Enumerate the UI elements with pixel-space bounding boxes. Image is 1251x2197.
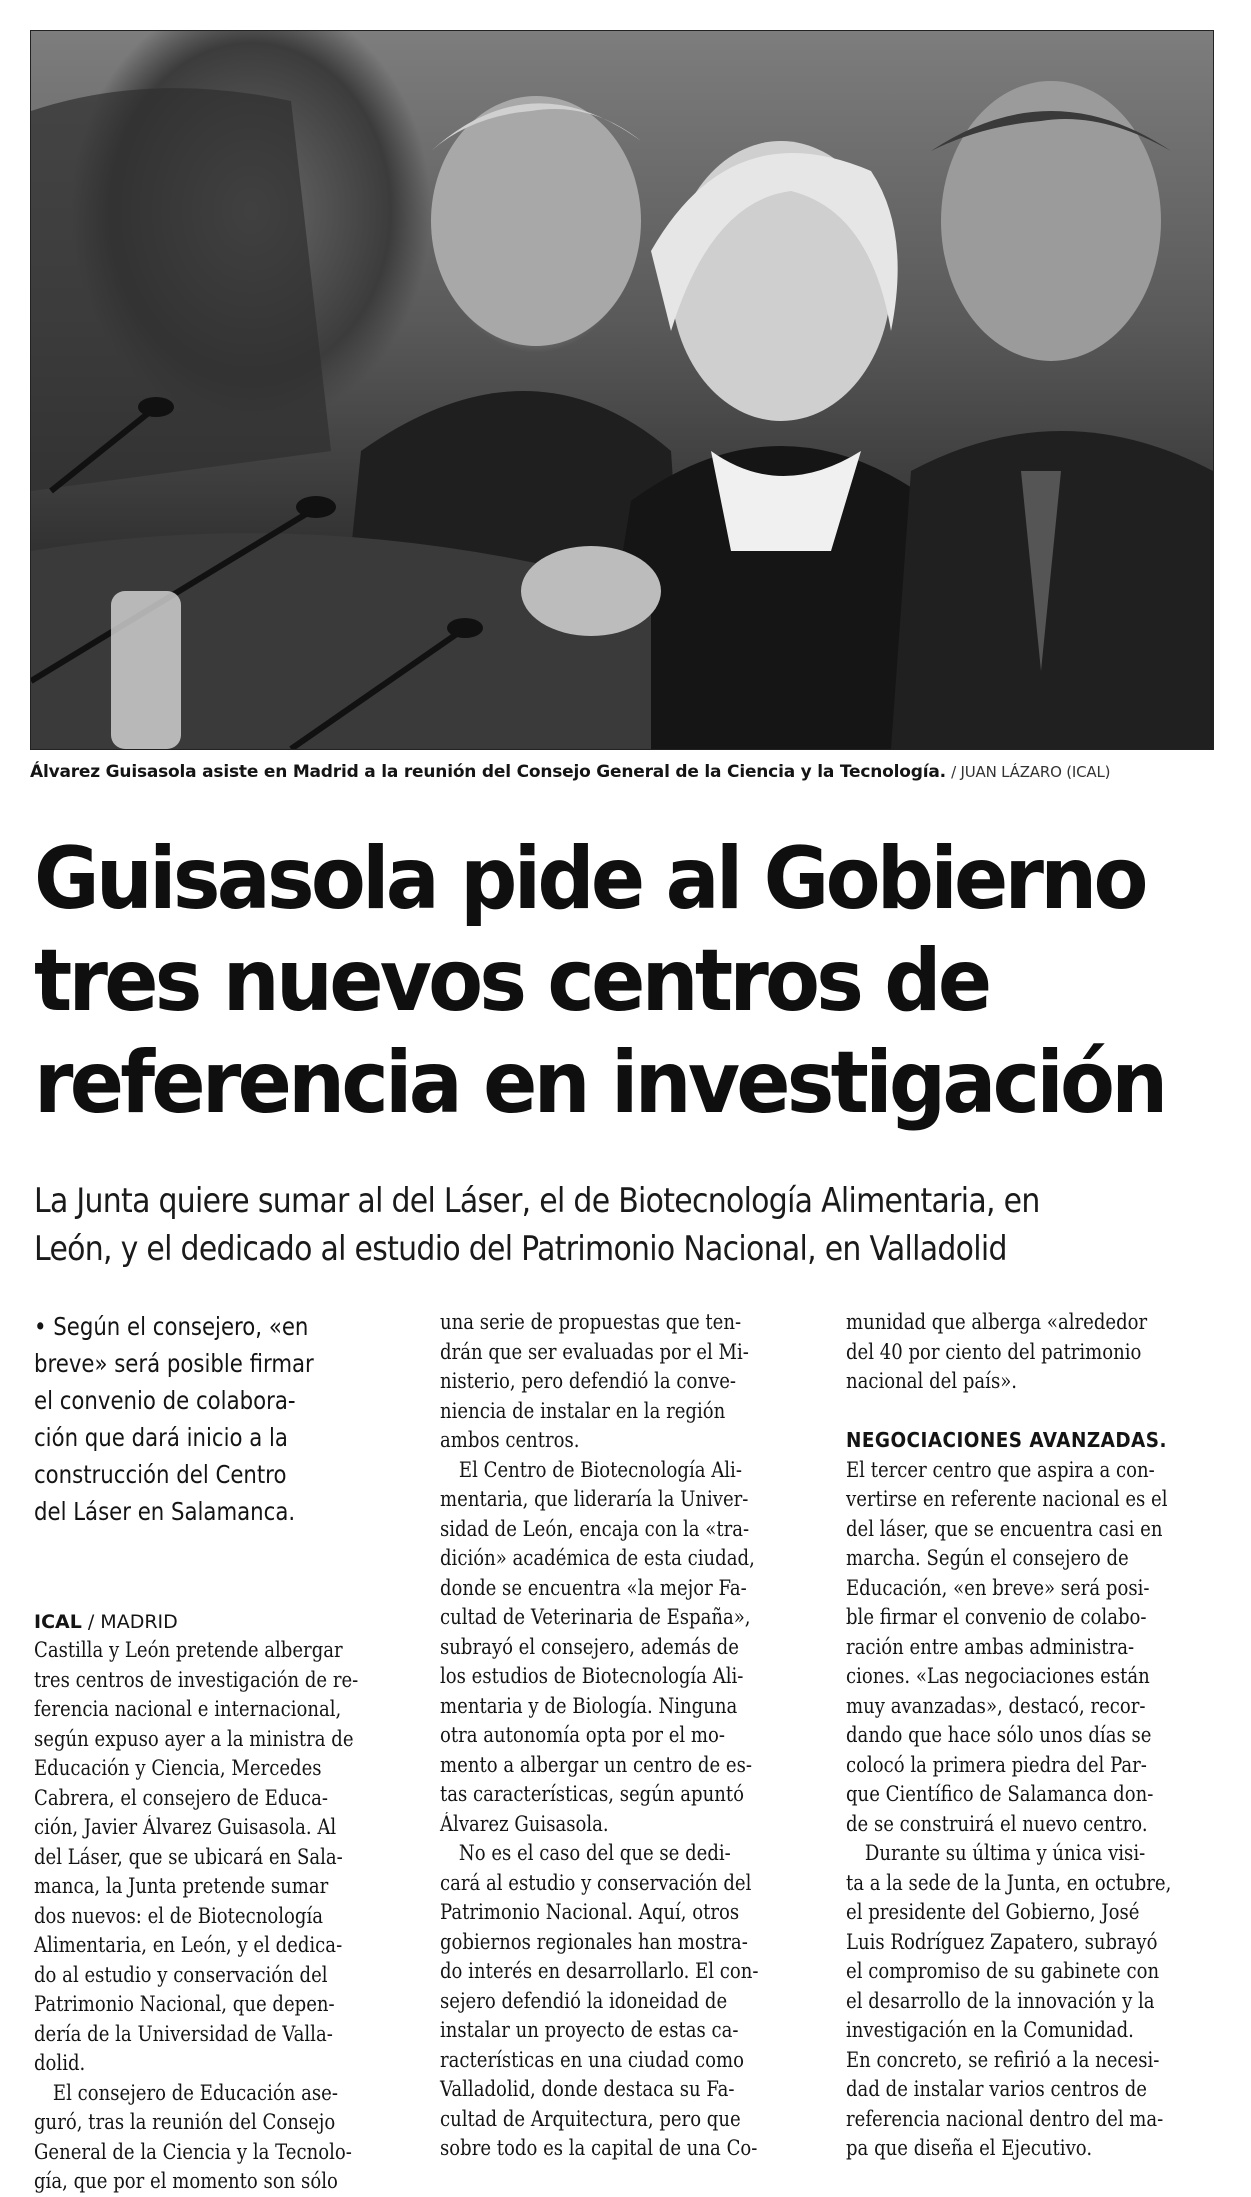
summary-line: el convenio de colabora- xyxy=(34,1386,296,1415)
byline xyxy=(34,1608,404,1636)
body-line: niencia de instalar en la región xyxy=(440,1398,726,1423)
summary-line: construcción del Centro xyxy=(34,1460,287,1489)
body-line: ración entre ambas administra- xyxy=(846,1634,1135,1659)
body-line: Educación, «en breve» será posi- xyxy=(846,1575,1150,1600)
summary-line: breve» será posible firmar xyxy=(34,1349,314,1378)
photo-caption xyxy=(30,762,1212,782)
body-line: referencia nacional dentro del ma- xyxy=(846,2106,1164,2131)
body-line: ta a la sede de la Junta, en octubre, xyxy=(846,1870,1172,1895)
body-line: ferencia nacional e internacional, xyxy=(34,1697,342,1721)
subhead-line: La Junta quiere sumar al del Láser, el de Biotecnología Alimentaria, en xyxy=(34,1181,1040,1221)
body-line: investigación en la Comunidad. xyxy=(846,2018,1134,2042)
body-line: el presidente del Gobierno, José xyxy=(846,1900,1140,1924)
body-line: del láser, que se encuentra casi en xyxy=(846,1516,1163,1541)
body-line: manca, la Junta pretende sumar xyxy=(34,1874,329,1898)
body-line: una serie de propuestas que ten- xyxy=(440,1310,742,1334)
news-photo xyxy=(30,30,1214,750)
body-line: mentaria y de Biología. Ninguna xyxy=(440,1693,738,1718)
body-line: del Láser, que se ubicará en Sala- xyxy=(34,1844,343,1869)
body-line: Educación y Ciencia, Mercedes xyxy=(34,1756,322,1780)
body-line: nacional del país». xyxy=(846,1369,1018,1393)
subhead-line: León, y el dedicado al estudio del Patrimonio Nacional, en Valladolid xyxy=(34,1229,1007,1269)
paragraph-gap xyxy=(846,1397,1216,1427)
body-line: el compromiso de su gabinete con xyxy=(846,1959,1160,1983)
body-line: Castilla y León pretende albergar xyxy=(34,1638,343,1662)
body-line: mentaria, que lideraría la Univer- xyxy=(440,1487,749,1511)
body-line: munidad que alberga «alrededor xyxy=(846,1310,1148,1334)
body-line: cará al estudio y conservación del xyxy=(440,1870,752,1895)
body-line: dería de la Universidad de Valla- xyxy=(34,2021,333,2046)
body-line: colocó la primera piedra del Par- xyxy=(846,1752,1147,1777)
body-line: Alimentaria, en León, y el dedica- xyxy=(34,1933,343,1957)
byline-location: / MADRID xyxy=(81,1611,178,1633)
body-line: No es el caso del que se dedi- xyxy=(458,1841,731,1865)
body-line: donde se encuentra «la mejor Fa- xyxy=(440,1575,747,1600)
body-line: do al estudio y conservación del xyxy=(34,1962,328,1987)
body-text-col1 xyxy=(34,1636,404,2197)
body-line: según expuso ayer a la ministra de xyxy=(34,1726,354,1751)
body-line: gía, que por el momento son sólo xyxy=(34,2169,338,2193)
body-line: del 40 por ciento del patrimonio xyxy=(846,1339,1142,1364)
body-line: vertirse en referente nacional es el xyxy=(846,1487,1168,1511)
body-line: sidad de León, encaja con la «tra- xyxy=(440,1516,750,1541)
subheadline xyxy=(34,1177,1224,1273)
body-line: ambos centros. xyxy=(440,1428,580,1452)
body-line: El consejero de Educación ase- xyxy=(52,2080,338,2105)
body-line: Patrimonio Nacional. Aquí, otros xyxy=(440,1900,740,1924)
photo-credit: / JUAN LÁZARO (ICAL) xyxy=(951,763,1111,781)
body-line: racterísticas en una ciudad como xyxy=(440,2047,745,2072)
summary-line: del Láser en Salamanca. xyxy=(34,1497,296,1526)
body-line: tas características, según apuntó xyxy=(440,1782,744,1806)
body-line: guró, tras la reunión del Consejo xyxy=(34,2110,336,2134)
body-line: ción, Javier Álvarez Guisasola. Al xyxy=(34,1815,337,1839)
summary-box xyxy=(34,1308,404,1530)
body-line: dad de instalar varios centros de xyxy=(846,2077,1147,2101)
body-line: Luis Rodríguez Zapatero, subrayó xyxy=(846,1929,1158,1954)
caption-text: Álvarez Guisasola asiste en Madrid a la reunión del Consejo General de la Ciencia y la Tecnología. xyxy=(30,762,946,782)
body-line: dos nuevos: el de Biotecnología xyxy=(34,1903,324,1928)
body-line: mento a albergar un centro de es- xyxy=(440,1752,752,1777)
body-line: cultad de Veterinaria de España», xyxy=(440,1605,751,1629)
column-3 xyxy=(846,1308,1216,2164)
body-line: marcha. Según el consejero de xyxy=(846,1546,1129,1570)
body-line: Patrimonio Nacional, que depen- xyxy=(34,1992,335,2016)
body-line: pa que diseña el Ejecutivo. xyxy=(846,2136,1093,2160)
body-line: gobiernos regionales han mostra- xyxy=(440,1929,748,1954)
body-line: En concreto, se refirió a la necesi- xyxy=(846,2047,1160,2072)
column-1 xyxy=(34,1308,404,2197)
body-line: tres centros de investigación de re- xyxy=(34,1667,359,1692)
body-line: El Centro de Biotecnología Ali- xyxy=(458,1457,742,1482)
body-line: ciones. «Las negociaciones están xyxy=(846,1664,1150,1688)
headline xyxy=(34,828,1214,1134)
body-line: los estudios de Biotecnología Ali- xyxy=(440,1664,744,1688)
body-line: nisterio, pero defendió la conve- xyxy=(440,1369,736,1393)
body-line: Cabrera, el consejero de Educa- xyxy=(34,1785,329,1810)
body-line: Durante su última y única visi- xyxy=(864,1841,1146,1865)
body-line: do interés en desarrollarlo. El con- xyxy=(440,1959,759,1983)
body-line: General de la Ciencia y la Tecnolo- xyxy=(34,2139,352,2164)
body-line: sejero defendió la idoneidad de xyxy=(440,1988,728,2013)
body-line: dición» académica de esta ciudad, xyxy=(440,1546,755,1570)
body-line: instalar un proyecto de estas ca- xyxy=(440,2018,739,2042)
section-heading: NEGOCIACIONES AVANZADAS. xyxy=(846,1428,1167,1452)
body-line: muy avanzadas», destacó, recor- xyxy=(846,1693,1146,1718)
headline-line: tres nuevos centros de xyxy=(34,931,989,1031)
body-line: dolid. xyxy=(34,2051,86,2075)
summary-line: • Según el consejero, «en xyxy=(34,1312,309,1341)
body-line: sobre todo es la capital de una Co- xyxy=(440,2136,758,2160)
body-line: que Científico de Salamanca don- xyxy=(846,1782,1154,1806)
body-line: otra autonomía opta por el mo- xyxy=(440,1723,726,1747)
body-line: Álvarez Guisasola. xyxy=(440,1811,609,1836)
body-line: cultad de Arquitectura, pero que xyxy=(440,2106,741,2131)
summary-line: ción que dará inicio a la xyxy=(34,1423,288,1452)
headline-line: Guisasola pide al Gobierno xyxy=(34,829,1145,929)
body-line: subrayó el consejero, además de xyxy=(440,1634,739,1659)
body-line: dando que hace sólo unos días se xyxy=(846,1723,1152,1747)
body-line: El tercer centro que aspira a con- xyxy=(846,1457,1155,1482)
byline-agency: ICAL xyxy=(34,1611,82,1633)
column-2 xyxy=(440,1308,810,2164)
headline-line: referencia en investigación xyxy=(34,1033,1165,1133)
body-line: drán que ser evaluadas por el Mi- xyxy=(440,1339,749,1364)
body-line: el desarrollo de la innovación y la xyxy=(846,1988,1155,2013)
body-line: Valladolid, donde destaca su Fa- xyxy=(440,2077,735,2101)
photo-illustration xyxy=(31,31,1213,749)
body-line: ble firmar el convenio de colabo- xyxy=(846,1605,1147,1629)
body-line: de se construirá el nuevo centro. xyxy=(846,1811,1148,1836)
